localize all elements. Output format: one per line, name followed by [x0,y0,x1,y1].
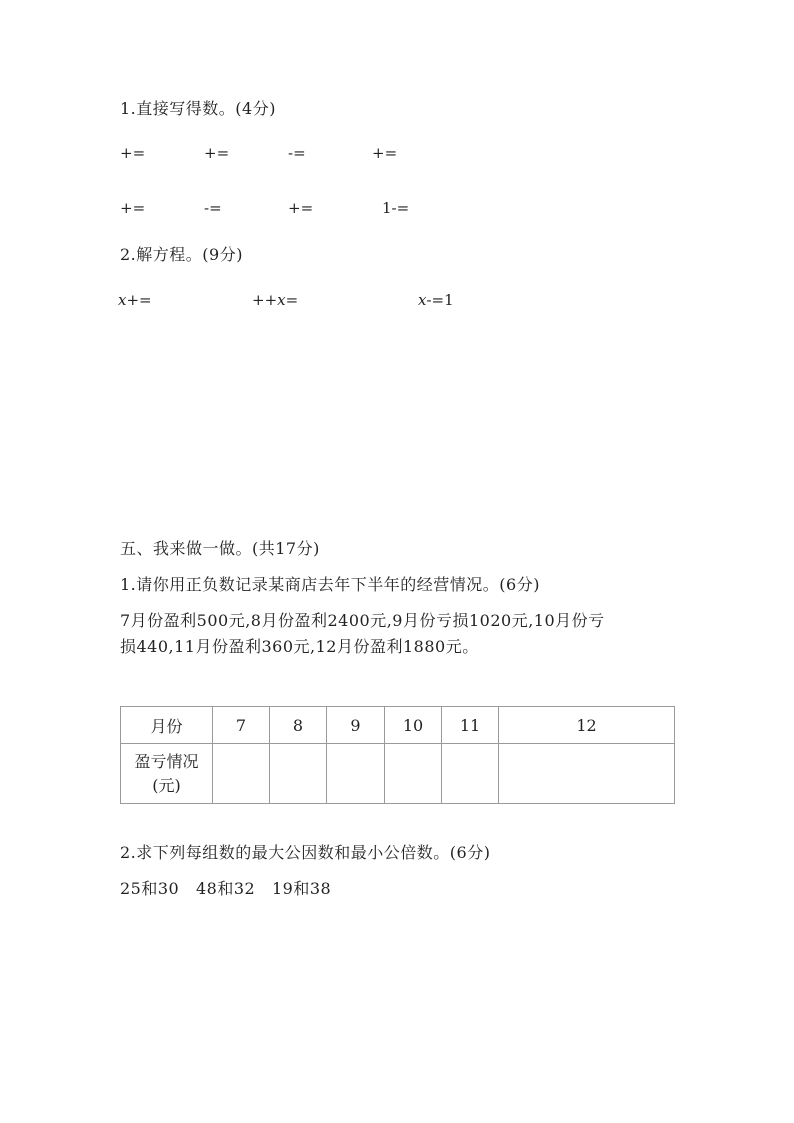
table-answer-cell[interactable] [270,744,327,804]
table-row-header: 月份 [121,707,213,744]
question-5-1-title: 1.请你用正负数记录某商店去年下半年的经营情况。(6分) [120,575,540,594]
section-5-heading: 五、我来做一做。(共17分) [120,539,320,558]
expression: += [372,144,398,162]
table-month-cell: 7 [213,707,270,744]
row-header-line: 盈亏情况 [134,751,199,771]
table-month-cell: 10 [385,707,442,744]
question-4-1-title: 1.直接写得数。(4分) [120,99,276,118]
variable-x: x [277,291,286,309]
table-answer-cell[interactable] [385,744,442,804]
number-groups: 25和30 48和32 19和38 [120,879,332,898]
question-5-1-text-line1: 7月份盈利500元,8月份盈利2400元,9月份亏损1020元,10月份亏 [120,611,605,630]
question-4-2-title: 2.解方程。(9分) [120,245,243,264]
table-month-cell: 8 [270,707,327,744]
row-header-line: (元) [152,775,181,795]
expression: += [204,144,230,162]
equation-2 [252,293,298,308]
equation-3 [418,293,454,308]
variable-x: x [118,291,127,309]
table-answer-cell[interactable] [213,744,270,804]
expression: -= [204,199,222,217]
equation-text: ++ [252,291,278,309]
question-5-2-title: 2.求下列每组数的最大公因数和最小公倍数。(6分) [120,843,491,862]
expression: 1-= [382,199,410,217]
equation-1 [118,293,152,308]
table-answer-cell[interactable] [327,744,385,804]
variable-x: x [418,291,427,309]
expression: += [120,144,146,162]
table-month-cell: 9 [327,707,385,744]
expression: += [288,199,314,217]
table-answer-cell[interactable] [442,744,499,804]
expression: += [120,199,146,217]
table-row [121,744,675,804]
equation-text: += [126,291,152,309]
table-row [121,707,675,744]
table-row-header [121,744,213,804]
question-5-1-text-line2: 损440,11月份盈利360元,12月份盈利1880元。 [120,637,479,656]
table-month-cell: 11 [442,707,499,744]
equation-text: -=1 [426,291,454,309]
table-month-cell: 12 [499,707,675,744]
table-answer-cell[interactable] [499,744,675,804]
equation-text: = [285,291,299,309]
profit-loss-table [120,706,675,804]
expression: -= [288,144,306,162]
